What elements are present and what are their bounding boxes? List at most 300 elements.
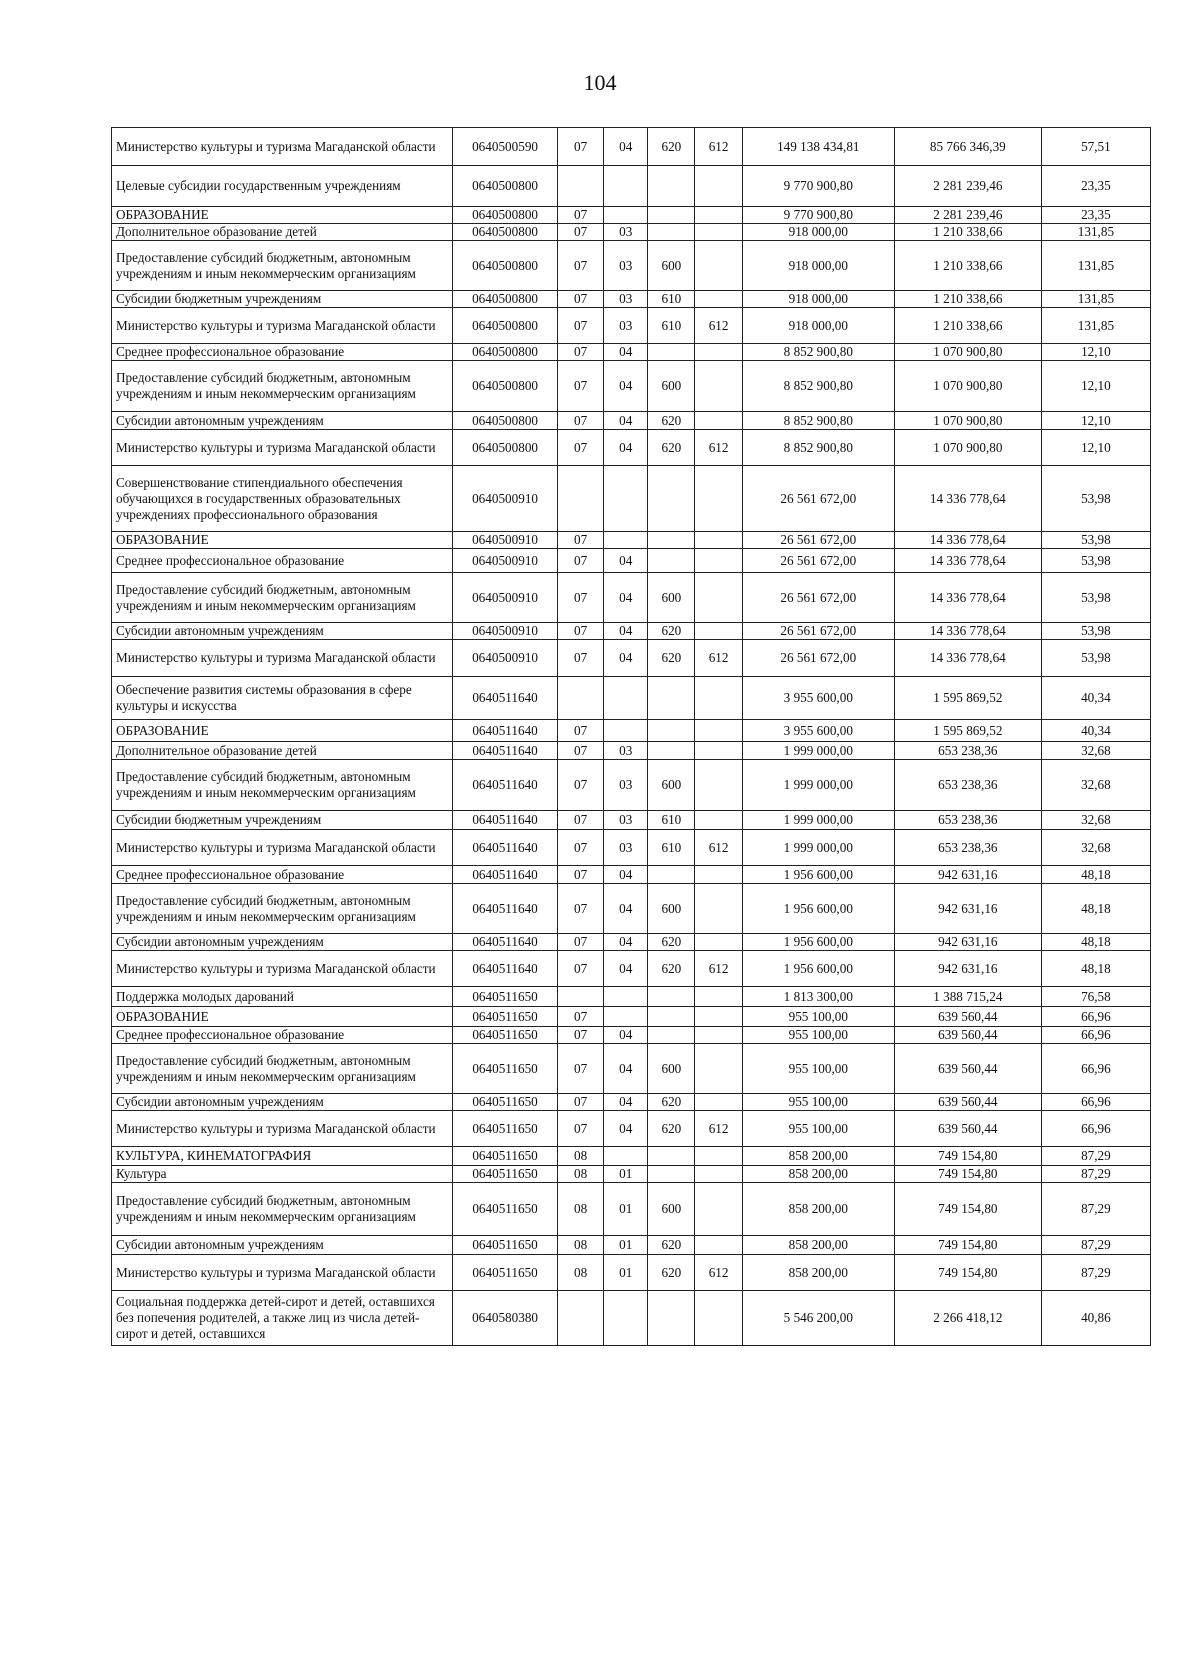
subsection-cell: 03 <box>604 308 648 344</box>
expense-type-cell: 620 <box>648 951 695 987</box>
subsection-cell <box>604 1007 648 1027</box>
target-code-cell: 0640511650 <box>453 1183 558 1236</box>
expense-type-cell: 620 <box>648 1111 695 1147</box>
section-cell: 07 <box>558 1094 604 1111</box>
admin-code-cell <box>695 166 742 207</box>
section-cell: 07 <box>558 344 604 361</box>
section-cell: 08 <box>558 1236 604 1255</box>
subsection-cell: 04 <box>604 1044 648 1094</box>
subsection-cell: 04 <box>604 430 648 466</box>
execution-percent-cell: 57,51 <box>1041 128 1150 166</box>
planned-amount-cell: 918 000,00 <box>742 291 894 308</box>
subsection-cell: 04 <box>604 361 648 412</box>
row-name-cell: Предоставление субсидий бюджетным, автономным учреждениям и иным некоммерческим организациям <box>112 241 453 291</box>
expense-type-cell: 610 <box>648 308 695 344</box>
target-code-cell: 0640500910 <box>453 466 558 532</box>
admin-code-cell <box>695 623 742 640</box>
table-row <box>112 224 1151 241</box>
executed-amount-cell: 2 281 239,46 <box>894 166 1041 207</box>
expense-type-cell: 620 <box>648 1255 695 1291</box>
section-cell: 07 <box>558 207 604 224</box>
table-row <box>112 549 1151 573</box>
row-name-cell: Среднее профессиональное образование <box>112 344 453 361</box>
executed-amount-cell: 14 336 778,64 <box>894 466 1041 532</box>
target-code-cell: 0640511650 <box>453 987 558 1007</box>
target-code-cell: 0640511650 <box>453 1111 558 1147</box>
execution-percent-cell: 66,96 <box>1041 1007 1150 1027</box>
subsection-cell: 04 <box>604 1094 648 1111</box>
expense-type-cell: 600 <box>648 1044 695 1094</box>
planned-amount-cell: 8 852 900,80 <box>742 361 894 412</box>
subsection-cell: 04 <box>604 951 648 987</box>
executed-amount-cell: 639 560,44 <box>894 1044 1041 1094</box>
planned-amount-cell: 1 999 000,00 <box>742 742 894 760</box>
row-name-cell: ОБРАЗОВАНИЕ <box>112 207 453 224</box>
admin-code-cell: 612 <box>695 640 742 677</box>
executed-amount-cell: 1 070 900,80 <box>894 361 1041 412</box>
section-cell <box>558 166 604 207</box>
executed-amount-cell: 942 631,16 <box>894 884 1041 934</box>
table-row <box>112 430 1151 466</box>
section-cell: 07 <box>558 1111 604 1147</box>
executed-amount-cell: 639 560,44 <box>894 1094 1041 1111</box>
execution-percent-cell: 48,18 <box>1041 884 1150 934</box>
admin-code-cell <box>695 677 742 720</box>
target-code-cell: 0640500800 <box>453 430 558 466</box>
executed-amount-cell: 749 154,80 <box>894 1147 1041 1166</box>
subsection-cell <box>604 677 648 720</box>
section-cell: 07 <box>558 1044 604 1094</box>
table-row <box>112 1147 1151 1166</box>
expense-type-cell <box>648 166 695 207</box>
planned-amount-cell: 26 561 672,00 <box>742 573 894 623</box>
target-code-cell: 0640511650 <box>453 1166 558 1183</box>
admin-code-cell <box>695 573 742 623</box>
row-name-cell: Субсидии автономным учреждениям <box>112 412 453 430</box>
table-row <box>112 640 1151 677</box>
expense-type-cell: 620 <box>648 1094 695 1111</box>
admin-code-cell <box>695 412 742 430</box>
admin-code-cell <box>695 987 742 1007</box>
expense-type-cell <box>648 677 695 720</box>
target-code-cell: 0640500800 <box>453 412 558 430</box>
expense-type-cell <box>648 720 695 742</box>
section-cell: 08 <box>558 1147 604 1166</box>
section-cell: 08 <box>558 1166 604 1183</box>
subsection-cell: 04 <box>604 1027 648 1044</box>
row-name-cell: Культура <box>112 1166 453 1183</box>
admin-code-cell <box>695 742 742 760</box>
planned-amount-cell: 1 956 600,00 <box>742 934 894 951</box>
expense-type-cell <box>648 742 695 760</box>
admin-code-cell: 612 <box>695 1255 742 1291</box>
row-name-cell: Субсидии автономным учреждениям <box>112 1094 453 1111</box>
expense-type-cell <box>648 466 695 532</box>
subsection-cell: 04 <box>604 549 648 573</box>
table-row <box>112 1094 1151 1111</box>
table-row <box>112 720 1151 742</box>
execution-percent-cell: 48,18 <box>1041 934 1150 951</box>
target-code-cell: 0640511640 <box>453 760 558 811</box>
admin-code-cell <box>695 291 742 308</box>
section-cell: 07 <box>558 224 604 241</box>
planned-amount-cell: 858 200,00 <box>742 1147 894 1166</box>
expense-type-cell: 600 <box>648 241 695 291</box>
section-cell: 07 <box>558 760 604 811</box>
expense-type-cell: 620 <box>648 623 695 640</box>
planned-amount-cell: 858 200,00 <box>742 1166 894 1183</box>
row-name-cell: Предоставление субсидий бюджетным, автономным учреждениям и иным некоммерческим организациям <box>112 1044 453 1094</box>
planned-amount-cell: 955 100,00 <box>742 1007 894 1027</box>
table-row <box>112 760 1151 811</box>
table-row <box>112 128 1151 166</box>
planned-amount-cell: 149 138 434,81 <box>742 128 894 166</box>
expense-type-cell: 610 <box>648 291 695 308</box>
expense-type-cell: 620 <box>648 128 695 166</box>
target-code-cell: 0640500910 <box>453 640 558 677</box>
subsection-cell: 01 <box>604 1255 648 1291</box>
planned-amount-cell: 1 813 300,00 <box>742 987 894 1007</box>
expense-type-cell: 610 <box>648 830 695 866</box>
subsection-cell: 04 <box>604 573 648 623</box>
expense-type-cell <box>648 1147 695 1166</box>
executed-amount-cell: 639 560,44 <box>894 1111 1041 1147</box>
admin-code-cell: 612 <box>695 430 742 466</box>
row-name-cell: Субсидии автономным учреждениям <box>112 623 453 640</box>
target-code-cell: 0640511640 <box>453 811 558 830</box>
target-code-cell: 0640511640 <box>453 934 558 951</box>
executed-amount-cell: 653 238,36 <box>894 811 1041 830</box>
execution-percent-cell: 23,35 <box>1041 207 1150 224</box>
planned-amount-cell: 1 956 600,00 <box>742 951 894 987</box>
executed-amount-cell: 942 631,16 <box>894 866 1041 884</box>
executed-amount-cell: 749 154,80 <box>894 1255 1041 1291</box>
execution-percent-cell: 12,10 <box>1041 412 1150 430</box>
row-name-cell: Предоставление субсидий бюджетным, автономным учреждениям и иным некоммерческим организациям <box>112 760 453 811</box>
row-name-cell: Субсидии автономным учреждениям <box>112 1236 453 1255</box>
execution-percent-cell: 66,96 <box>1041 1094 1150 1111</box>
execution-percent-cell: 32,68 <box>1041 811 1150 830</box>
subsection-cell: 01 <box>604 1183 648 1236</box>
executed-amount-cell: 749 154,80 <box>894 1166 1041 1183</box>
target-code-cell: 0640500590 <box>453 128 558 166</box>
executed-amount-cell: 85 766 346,39 <box>894 128 1041 166</box>
execution-percent-cell: 32,68 <box>1041 830 1150 866</box>
section-cell: 07 <box>558 291 604 308</box>
section-cell: 07 <box>558 430 604 466</box>
table-row <box>112 987 1151 1007</box>
executed-amount-cell: 14 336 778,64 <box>894 549 1041 573</box>
execution-percent-cell: 32,68 <box>1041 742 1150 760</box>
execution-percent-cell: 23,35 <box>1041 166 1150 207</box>
section-cell: 07 <box>558 623 604 640</box>
admin-code-cell <box>695 1236 742 1255</box>
target-code-cell: 0640511650 <box>453 1027 558 1044</box>
execution-percent-cell: 76,58 <box>1041 987 1150 1007</box>
row-name-cell: Предоставление субсидий бюджетным, автономным учреждениям и иным некоммерческим организациям <box>112 573 453 623</box>
target-code-cell: 0640500910 <box>453 532 558 549</box>
planned-amount-cell: 858 200,00 <box>742 1183 894 1236</box>
subsection-cell <box>604 532 648 549</box>
table-row <box>112 1007 1151 1027</box>
admin-code-cell: 612 <box>695 128 742 166</box>
expense-type-cell: 600 <box>648 361 695 412</box>
table-row <box>112 412 1151 430</box>
table-row <box>112 1183 1151 1236</box>
row-name-cell: Совершенствование стипендиального обеспечения обучающихся в государственных образовательных учреждениях профессионального образования <box>112 466 453 532</box>
section-cell: 07 <box>558 128 604 166</box>
planned-amount-cell: 1 999 000,00 <box>742 830 894 866</box>
executed-amount-cell: 2 266 418,12 <box>894 1291 1041 1346</box>
table-row <box>112 811 1151 830</box>
execution-percent-cell: 66,96 <box>1041 1044 1150 1094</box>
row-name-cell: Среднее профессиональное образование <box>112 1027 453 1044</box>
executed-amount-cell: 14 336 778,64 <box>894 640 1041 677</box>
subsection-cell: 04 <box>604 412 648 430</box>
target-code-cell: 0640580380 <box>453 1291 558 1346</box>
section-cell: 08 <box>558 1255 604 1291</box>
planned-amount-cell: 858 200,00 <box>742 1255 894 1291</box>
row-name-cell: Субсидии автономным учреждениям <box>112 934 453 951</box>
admin-code-cell <box>695 466 742 532</box>
page-number: 104 <box>583 70 617 95</box>
expense-type-cell <box>648 549 695 573</box>
expense-type-cell <box>648 532 695 549</box>
target-code-cell: 0640511640 <box>453 951 558 987</box>
target-code-cell: 0640500800 <box>453 291 558 308</box>
execution-percent-cell: 40,34 <box>1041 720 1150 742</box>
row-name-cell: Дополнительное образование детей <box>112 742 453 760</box>
expense-type-cell <box>648 344 695 361</box>
row-name-cell: Министерство культуры и туризма Магаданской области <box>112 308 453 344</box>
expense-type-cell <box>648 1166 695 1183</box>
executed-amount-cell: 653 238,36 <box>894 742 1041 760</box>
executed-amount-cell: 653 238,36 <box>894 830 1041 866</box>
execution-percent-cell: 131,85 <box>1041 241 1150 291</box>
section-cell: 07 <box>558 742 604 760</box>
table-row <box>112 573 1151 623</box>
subsection-cell: 03 <box>604 830 648 866</box>
row-name-cell: Министерство культуры и туризма Магаданской области <box>112 430 453 466</box>
table-row <box>112 677 1151 720</box>
section-cell: 07 <box>558 884 604 934</box>
planned-amount-cell: 26 561 672,00 <box>742 623 894 640</box>
execution-percent-cell: 12,10 <box>1041 361 1150 412</box>
admin-code-cell <box>695 811 742 830</box>
expense-type-cell: 620 <box>648 934 695 951</box>
section-cell: 07 <box>558 241 604 291</box>
row-name-cell: Субсидии бюджетным учреждениям <box>112 291 453 308</box>
admin-code-cell <box>695 241 742 291</box>
admin-code-cell <box>695 1007 742 1027</box>
section-cell: 07 <box>558 951 604 987</box>
execution-percent-cell: 12,10 <box>1041 344 1150 361</box>
section-cell: 07 <box>558 532 604 549</box>
row-name-cell: Предоставление субсидий бюджетным, автономным учреждениям и иным некоммерческим организациям <box>112 1183 453 1236</box>
target-code-cell: 0640511650 <box>453 1255 558 1291</box>
subsection-cell: 04 <box>604 344 648 361</box>
table-row <box>112 344 1151 361</box>
table-row <box>112 742 1151 760</box>
planned-amount-cell: 5 546 200,00 <box>742 1291 894 1346</box>
planned-amount-cell: 26 561 672,00 <box>742 532 894 549</box>
table-row <box>112 934 1151 951</box>
subsection-cell <box>604 1291 648 1346</box>
expense-type-cell: 600 <box>648 1183 695 1236</box>
subsection-cell: 03 <box>604 224 648 241</box>
execution-percent-cell: 87,29 <box>1041 1166 1150 1183</box>
planned-amount-cell: 918 000,00 <box>742 241 894 291</box>
executed-amount-cell: 749 154,80 <box>894 1236 1041 1255</box>
executed-amount-cell: 749 154,80 <box>894 1183 1041 1236</box>
target-code-cell: 0640500800 <box>453 166 558 207</box>
executed-amount-cell: 14 336 778,64 <box>894 623 1041 640</box>
executed-amount-cell: 1 210 338,66 <box>894 308 1041 344</box>
expense-type-cell: 610 <box>648 811 695 830</box>
section-cell: 07 <box>558 549 604 573</box>
execution-percent-cell: 48,18 <box>1041 866 1150 884</box>
admin-code-cell: 612 <box>695 951 742 987</box>
subsection-cell: 01 <box>604 1236 648 1255</box>
executed-amount-cell: 14 336 778,64 <box>894 532 1041 549</box>
admin-code-cell <box>695 1094 742 1111</box>
expense-type-cell <box>648 207 695 224</box>
planned-amount-cell: 8 852 900,80 <box>742 430 894 466</box>
row-name-cell: Среднее профессиональное образование <box>112 866 453 884</box>
section-cell: 07 <box>558 308 604 344</box>
admin-code-cell <box>695 720 742 742</box>
execution-percent-cell: 131,85 <box>1041 308 1150 344</box>
table-row <box>112 1044 1151 1094</box>
admin-code-cell <box>695 1291 742 1346</box>
table-row <box>112 1027 1151 1044</box>
row-name-cell: Министерство культуры и туризма Магаданской области <box>112 1255 453 1291</box>
planned-amount-cell: 858 200,00 <box>742 1236 894 1255</box>
target-code-cell: 0640500800 <box>453 207 558 224</box>
execution-percent-cell: 131,85 <box>1041 224 1150 241</box>
section-cell: 07 <box>558 934 604 951</box>
execution-percent-cell: 12,10 <box>1041 430 1150 466</box>
planned-amount-cell: 26 561 672,00 <box>742 466 894 532</box>
row-name-cell: Предоставление субсидий бюджетным, автономным учреждениям и иным некоммерческим организациям <box>112 884 453 934</box>
admin-code-cell <box>695 361 742 412</box>
executed-amount-cell: 1 388 715,24 <box>894 987 1041 1007</box>
expense-type-cell <box>648 1007 695 1027</box>
execution-percent-cell: 53,98 <box>1041 623 1150 640</box>
section-cell: 07 <box>558 830 604 866</box>
row-name-cell: Субсидии бюджетным учреждениям <box>112 811 453 830</box>
target-code-cell: 0640511650 <box>453 1094 558 1111</box>
target-code-cell: 0640500800 <box>453 224 558 241</box>
target-code-cell: 0640511640 <box>453 884 558 934</box>
table-row <box>112 830 1151 866</box>
subsection-cell <box>604 987 648 1007</box>
expense-type-cell: 620 <box>648 640 695 677</box>
expense-type-cell: 600 <box>648 884 695 934</box>
table-row <box>112 291 1151 308</box>
target-code-cell: 0640500800 <box>453 241 558 291</box>
subsection-cell: 04 <box>604 640 648 677</box>
target-code-cell: 0640511640 <box>453 677 558 720</box>
subsection-cell: 03 <box>604 241 648 291</box>
execution-percent-cell: 66,96 <box>1041 1111 1150 1147</box>
section-cell: 07 <box>558 361 604 412</box>
planned-amount-cell: 1 999 000,00 <box>742 811 894 830</box>
planned-amount-cell: 1 956 600,00 <box>742 884 894 934</box>
planned-amount-cell: 1 956 600,00 <box>742 866 894 884</box>
execution-percent-cell: 53,98 <box>1041 466 1150 532</box>
row-name-cell: Целевые субсидии государственным учреждениям <box>112 166 453 207</box>
section-cell: 07 <box>558 640 604 677</box>
executed-amount-cell: 942 631,16 <box>894 951 1041 987</box>
row-name-cell: Социальная поддержка детей-сирот и детей, оставшихся без попечения родителей, а также лиц из числа детей-сирот и детей, оставшихся <box>112 1291 453 1346</box>
admin-code-cell <box>695 224 742 241</box>
section-cell <box>558 987 604 1007</box>
row-name-cell: Поддержка молодых дарований <box>112 987 453 1007</box>
expense-type-cell: 600 <box>648 760 695 811</box>
subsection-cell: 04 <box>604 866 648 884</box>
admin-code-cell <box>695 934 742 951</box>
subsection-cell: 04 <box>604 1111 648 1147</box>
admin-code-cell <box>695 1183 742 1236</box>
table-row <box>112 1166 1151 1183</box>
section-cell: 07 <box>558 1027 604 1044</box>
executed-amount-cell: 653 238,36 <box>894 760 1041 811</box>
subsection-cell: 01 <box>604 1166 648 1183</box>
admin-code-cell <box>695 866 742 884</box>
planned-amount-cell: 955 100,00 <box>742 1111 894 1147</box>
execution-percent-cell: 53,98 <box>1041 549 1150 573</box>
section-cell: 07 <box>558 1007 604 1027</box>
section-cell: 08 <box>558 1183 604 1236</box>
table-row <box>112 623 1151 640</box>
executed-amount-cell: 1 070 900,80 <box>894 412 1041 430</box>
target-code-cell: 0640500800 <box>453 361 558 412</box>
planned-amount-cell: 955 100,00 <box>742 1027 894 1044</box>
admin-code-cell <box>695 760 742 811</box>
target-code-cell: 0640511650 <box>453 1147 558 1166</box>
subsection-cell <box>604 207 648 224</box>
admin-code-cell <box>695 532 742 549</box>
executed-amount-cell: 942 631,16 <box>894 934 1041 951</box>
budget-table-body <box>112 128 1151 1346</box>
target-code-cell: 0640511640 <box>453 866 558 884</box>
expense-type-cell: 620 <box>648 430 695 466</box>
table-row <box>112 1111 1151 1147</box>
target-code-cell: 0640500910 <box>453 623 558 640</box>
table-row <box>112 361 1151 412</box>
table-row <box>112 1291 1151 1346</box>
executed-amount-cell: 2 281 239,46 <box>894 207 1041 224</box>
executed-amount-cell: 1 595 869,52 <box>894 677 1041 720</box>
section-cell: 07 <box>558 412 604 430</box>
expense-type-cell: 620 <box>648 412 695 430</box>
row-name-cell: Министерство культуры и туризма Магаданской области <box>112 128 453 166</box>
table-row <box>112 308 1151 344</box>
planned-amount-cell: 9 770 900,80 <box>742 166 894 207</box>
subsection-cell: 04 <box>604 623 648 640</box>
planned-amount-cell: 9 770 900,80 <box>742 207 894 224</box>
subsection-cell: 04 <box>604 128 648 166</box>
execution-percent-cell: 53,98 <box>1041 532 1150 549</box>
planned-amount-cell: 955 100,00 <box>742 1094 894 1111</box>
executed-amount-cell: 1 210 338,66 <box>894 224 1041 241</box>
planned-amount-cell: 918 000,00 <box>742 224 894 241</box>
admin-code-cell: 612 <box>695 1111 742 1147</box>
expense-type-cell: 600 <box>648 573 695 623</box>
subsection-cell: 03 <box>604 742 648 760</box>
section-cell <box>558 466 604 532</box>
